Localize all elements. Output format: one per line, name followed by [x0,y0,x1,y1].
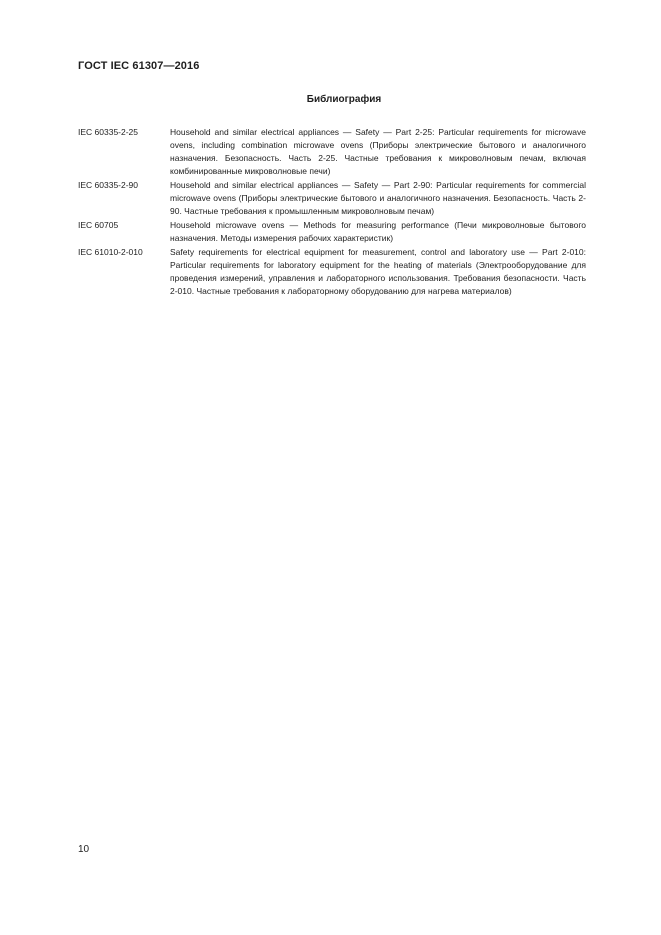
reference-code: IEC 60335-2-90 [78,180,139,190]
bibliography-entry [78,179,586,218]
reference-code: IEC 60335-2-25 [78,127,139,137]
reference-code: IEC 61010-2-010 [78,247,143,257]
reference-text: Household microwave ovens — Methods for measuring performance (Печи микроволновые бытового назначения. Методы измерения рабочих характеристик) [170,220,586,243]
reference-text: Household and similar electrical appliances — Safety — Part 2-90: Particular requirements for commercial microwave ovens (Приборы электрические бытового и аналогичного назначения. Безопасность. Часть 2-90. Частные требования к промышленным микроволновым печам) [170,180,586,216]
section-title: Библиография [306,94,382,105]
document-header: ГОСТ IEC 61307—2016 [78,60,200,72]
bibliography-list [78,126,586,299]
page-number: 10 [78,844,90,855]
reference-code: IEC 60705 [78,220,119,230]
reference-text: Safety requirements for electrical equipment for measurement, control and laboratory use — Part 2-010: Particular requirements for laboratory equipment for the heating of materials (Электрооборудование для проведения измерений, управления и лабораторного использования. Требования безопасности. Часть 2-010. Частные требования к лабораторному оборудованию для нагрева материалов) [170,247,586,296]
bibliography-entry [78,246,586,298]
reference-text: Household and similar electrical appliances — Safety — Part 2-25: Particular requirements for microwave ovens, including combination microwave ovens (Приборы электрические бытового и аналогичного назначения. Безопасность. Часть 2-25. Частные требования к микроволновым печам, включая комбинированные микроволновые печи) [170,127,586,176]
bibliography-entry [78,219,586,245]
bibliography-entry [78,126,586,178]
